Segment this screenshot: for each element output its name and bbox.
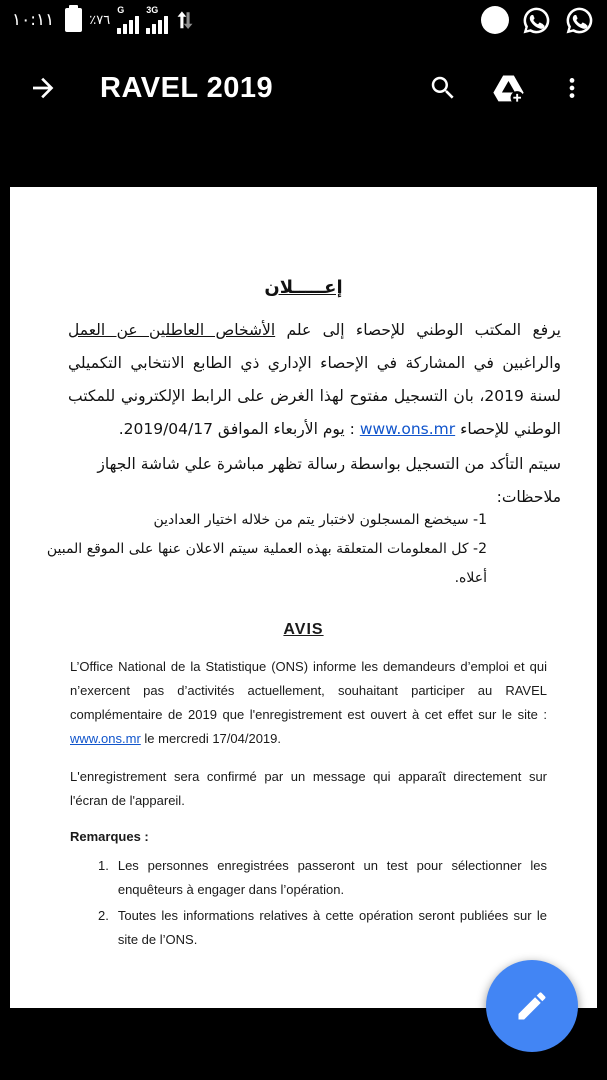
edit-pencil-icon	[514, 988, 550, 1024]
ons-website-link[interactable]: www.ons.mr	[359, 420, 456, 438]
remarks-heading: Remarques :	[70, 829, 149, 844]
signal-bars-icon	[117, 16, 139, 34]
signal-sim2-icon	[146, 6, 168, 34]
arabic-notes-heading: ملاحظات:	[496, 488, 561, 506]
notification-dot-icon	[481, 6, 509, 34]
battery-percent: ٪٧٦	[89, 12, 111, 28]
arabic-note-item: 1- سيخضع المسجلون لاختبار يتم من خلاله اختيار العدادين	[153, 512, 487, 528]
overflow-menu-button[interactable]	[559, 75, 585, 101]
more-vert-icon	[559, 75, 585, 101]
status-left-group	[12, 6, 195, 34]
whatsapp-icon	[564, 5, 595, 36]
clock-text: ١٠:١١	[12, 10, 55, 30]
arabic-text: : يوم الأربعاء الموافق 2019/04/17.	[118, 420, 360, 438]
status-right-group	[481, 5, 595, 36]
remark-item	[98, 854, 547, 902]
whatsapp-icon	[521, 5, 552, 36]
arrow-right-icon	[28, 73, 58, 103]
arabic-underlined-text: الأشخاص العاطلين عن العمل	[68, 321, 276, 339]
arabic-section	[10, 187, 597, 593]
french-text: L’Office National de la Statistique (ONS) informe les demandeurs d’emploi et qui n’exercent pas d’activités actuellement, souhaitant participer au RAVEL complémentaire de 2019 que l'enregistrement est ouvert à cet effet sur le site :	[70, 659, 547, 722]
network-type-label: 3G	[146, 5, 159, 15]
arabic-text: والراغبين في المشاركة في الإحصاء الإداري ذي الطابع الانتخابي التكميلي لسنة 2019، بان التسجيل مفتوح لهذا الغرض على الرابط الإلكتروني للمكتب الوطني للإحصاء	[68, 354, 561, 438]
battery-icon	[65, 8, 82, 32]
french-section	[10, 621, 597, 952]
signal-bars-icon	[146, 16, 168, 34]
french-paragraph-1	[70, 655, 547, 751]
remarks-list	[98, 854, 547, 952]
search-button[interactable]	[428, 73, 458, 103]
document-title: RAVEL 2019	[100, 71, 274, 104]
data-activity-icon	[175, 9, 195, 31]
arabic-announcement-heading: إعـــــلان	[264, 277, 343, 298]
remark-text: Toutes les informations relatives à cette opération seront publiées sur le site de l’ONS.	[117, 908, 547, 947]
add-to-drive-button[interactable]	[492, 72, 525, 105]
remark-number: 2.	[98, 908, 109, 923]
ons-website-link[interactable]: www.ons.mr	[70, 731, 141, 746]
arabic-paragraph-1	[68, 314, 561, 446]
french-text: le mercredi 17/04/2019.	[140, 731, 281, 746]
status-bar	[0, 0, 607, 40]
edit-fab-button[interactable]	[486, 960, 578, 1052]
back-button[interactable]	[0, 73, 58, 103]
remark-item	[98, 904, 547, 952]
avis-heading: AVIS	[283, 621, 324, 638]
arabic-paragraph-2: سيتم التأكد من التسجيل بواسطة رسالة تظهر مباشرة علي شاشة الجهاز	[97, 455, 561, 473]
app-toolbar	[0, 40, 607, 136]
remark-number: 1.	[98, 858, 109, 873]
pdf-page[interactable]	[10, 187, 597, 1008]
toolbar-actions	[428, 72, 607, 105]
add-to-drive-icon	[492, 72, 525, 105]
remark-text: Les personnes enregistrées passeront un test pour sélectionner les enquêteurs à engager dans l’opération.	[117, 858, 547, 897]
arabic-text: يرفع المكتب الوطني للإحصاء إلى علم	[275, 321, 561, 339]
search-icon	[428, 73, 458, 103]
signal-sim1-icon	[117, 6, 139, 34]
arabic-note-item: 2- كل المعلومات المتعلقة بهذه العملية سيتم الاعلان عنها على الموقع المبين أعلاه.	[46, 541, 487, 586]
french-paragraph-2: L'enregistrement sera confirmé par un message qui apparaît directement sur l'écran de l'appareil.	[70, 769, 547, 808]
network-type-label: G	[117, 5, 125, 15]
